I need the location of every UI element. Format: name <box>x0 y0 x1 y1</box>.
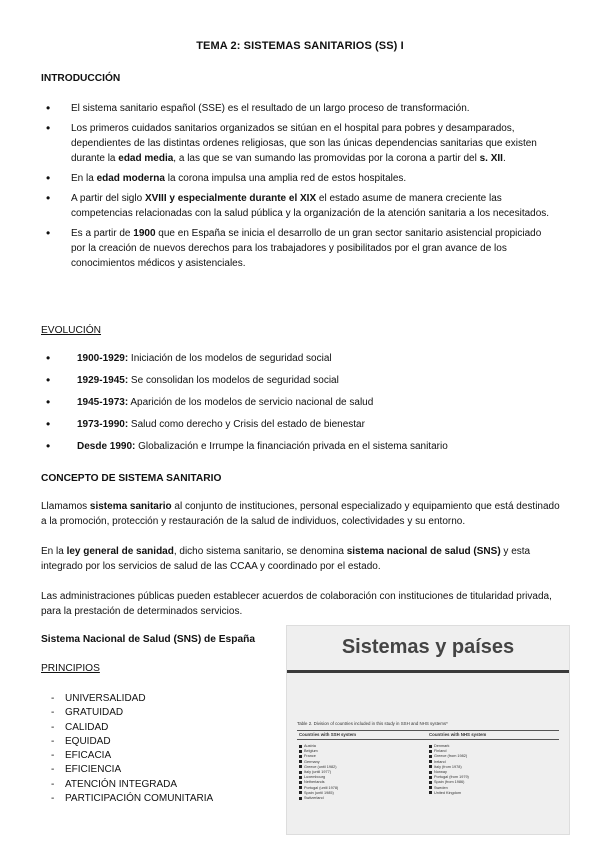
bold-text: sistema nacional de salud (SNS) <box>346 546 501 557</box>
evolucion-description: Globalización e Irrumpe la financiación privada en el sistema sanitario <box>135 441 448 452</box>
evolucion-heading: EVOLUCIÓN <box>41 325 102 336</box>
evolucion-period: 1929-1945: <box>77 375 129 386</box>
principio-item: - CALIDAD <box>51 721 213 735</box>
figure-country-item: Spain (from 1986) <box>429 780 469 785</box>
evolucion-period: 1973-1990: <box>77 419 129 430</box>
principio-item: - ATENCIÓN INTEGRADA <box>51 778 213 792</box>
figure-title: Sistemas y países <box>341 636 515 658</box>
figure-country-item: United Kingdom <box>429 791 469 796</box>
text: , dicho sistema sanitario, se denomina <box>173 546 347 557</box>
bold-text: XVIII y especialmente durante el XIX <box>144 193 317 204</box>
bold-text: edad media <box>118 153 174 164</box>
text: Es a partir de <box>71 228 134 239</box>
figure-country-item: Italy (from 1978) <box>429 765 469 770</box>
text: A partir del siglo <box>71 193 145 204</box>
figure-country-item: France <box>299 754 338 759</box>
figure-country-item: Sweden <box>429 786 469 791</box>
figure-country-item: Belgium <box>299 749 338 754</box>
principios-heading: PRINCIPIOS <box>41 663 100 674</box>
bold-text: ley general de sanidad <box>66 546 174 557</box>
evolucion-description: Salud como derecho y Crisis del estado de bienestar <box>128 419 365 430</box>
text: la corona impulsa una amplia red de estos hospitales. <box>164 173 407 184</box>
figure-country-item: Finland <box>429 749 469 754</box>
bold-text: sistema sanitario <box>89 501 172 512</box>
principio-item: - PARTICIPACIÓN COMUNITARIA <box>51 792 213 806</box>
figure-country-item: Greece (until 1982) <box>299 765 338 770</box>
figure-rule <box>287 670 569 673</box>
text: En la <box>71 173 97 184</box>
evolucion-period: 1900-1929: <box>77 353 129 364</box>
principio-item: - EFICIENCIA <box>51 763 213 777</box>
intro-bullet-item <box>41 121 551 166</box>
figure-country-item: Italy (until 1977) <box>299 770 338 775</box>
text: . <box>502 153 506 164</box>
concepto-paragraph-1 <box>41 499 561 529</box>
figure-country-item: Portugal (until 1978) <box>299 786 338 791</box>
figure-country-item: Switzerland <box>299 796 338 801</box>
evolucion-list <box>41 351 551 461</box>
intro-bullet-item <box>41 191 551 221</box>
evolucion-period: 1945-1973: <box>77 397 129 408</box>
figure-table-line <box>297 739 559 740</box>
figure-country-item: Netherlands <box>299 780 338 785</box>
figure-col2-list <box>429 744 469 796</box>
figure-table-line <box>297 730 559 731</box>
figure-country-item: Luxembourg <box>299 775 338 780</box>
concepto-paragraph-2 <box>41 544 561 574</box>
principio-item: - UNIVERSALIDAD <box>51 692 213 706</box>
evolucion-item <box>41 351 551 373</box>
text: Llamamos <box>41 501 90 512</box>
figure-country-item: Spain (until 1985) <box>299 791 338 796</box>
evolucion-item <box>41 439 551 461</box>
figure-country-item: Portugal (from 1979) <box>429 775 469 780</box>
text: que en España se inicia el desarrollo de un gran sector sanitario asistencial propiciado por la creación de nuevos derechos para los trabajadores y posibilitados por el gran avance de los conocimientos médicos y asistenciales. <box>71 228 542 269</box>
principio-item: - EFICACIA <box>51 749 213 763</box>
figure-country-item: Greece (from 1982) <box>429 754 469 759</box>
principio-item: - EQUIDAD <box>51 735 213 749</box>
evolucion-description: Iniciación de los modelos de seguridad social <box>128 353 332 364</box>
sistemas-paises-image <box>286 625 570 835</box>
evolucion-item <box>41 417 551 439</box>
principio-item: - GRATUIDAD <box>51 706 213 720</box>
text: , a las que se van sumando las promovidas por la corona a partir del <box>173 153 480 164</box>
intro-heading: INTRODUCCIÓN <box>41 73 121 84</box>
figure-col1-header: Countries with SSH system <box>299 732 357 737</box>
text: el estado asume de manera creciente las competencias relacionadas con la salud pública y la organización de la atención sanitaria a los necesitados. <box>71 193 550 219</box>
page-title: TEMA 2: SISTEMAS SANITARIOS (SS) I <box>196 40 404 52</box>
evolucion-description: Aparición de los modelos de servicio nacional de salud <box>128 397 374 408</box>
text: al conjunto de instituciones, personal especializado y equipamiento que está destinado a la promoción, protección y restauración de la salud de individuos, colectividades y su entorno. <box>41 501 560 527</box>
intro-bullet-item <box>41 101 551 116</box>
bold-text: s. XII <box>479 153 503 164</box>
text: El sistema sanitario español (SSE) es el resultado de un largo proceso de transformación. <box>71 103 470 114</box>
evolucion-period: Desde 1990: <box>77 441 136 452</box>
intro-bullet-item <box>41 171 551 186</box>
figure-country-item: Norway <box>429 770 469 775</box>
figure-country-item: Ireland <box>429 760 469 765</box>
intro-bullet-list <box>41 101 551 276</box>
figure-country-item: Germany <box>299 760 338 765</box>
evolucion-item <box>41 373 551 395</box>
concepto-paragraph-3 <box>41 589 561 619</box>
figure-caption: Table 2. Division of countries included in this study in SSH and NHS systems* <box>297 721 448 726</box>
evolucion-description: Se consolidan los modelos de seguridad social <box>128 375 339 386</box>
bold-text: 1900 <box>133 228 156 239</box>
figure-col1-list <box>299 744 338 801</box>
text: y esta integrado por los servicios de salud de las CCAA y coordinado por el estado. <box>41 546 531 572</box>
figure-col2-header: Countries with NHS system <box>429 732 487 737</box>
intro-bullet-item <box>41 226 551 271</box>
text: En la <box>41 546 67 557</box>
bold-text: edad moderna <box>96 173 165 184</box>
text: Las administraciones públicas pueden establecer acuerdos de colaboración con instituciones de titularidad privada, para la prestación de determinados servicios. <box>41 591 552 617</box>
evolucion-item <box>41 395 551 417</box>
sns-heading: Sistema Nacional de Salud (SNS) de España <box>41 634 256 645</box>
principios-list <box>51 692 213 806</box>
concepto-heading: CONCEPTO DE SISTEMA SANITARIO <box>41 473 222 484</box>
figure-country-item: Denmark <box>429 744 469 749</box>
text: Los primeros cuidados sanitarios organizados se sitúan en el hospital para pobres y desamparados, dependientes de las distintas ordenes religiosas, que son las únicas dependencias sanitarias que existen durante la <box>71 123 537 164</box>
figure-country-item: Austria <box>299 744 338 749</box>
